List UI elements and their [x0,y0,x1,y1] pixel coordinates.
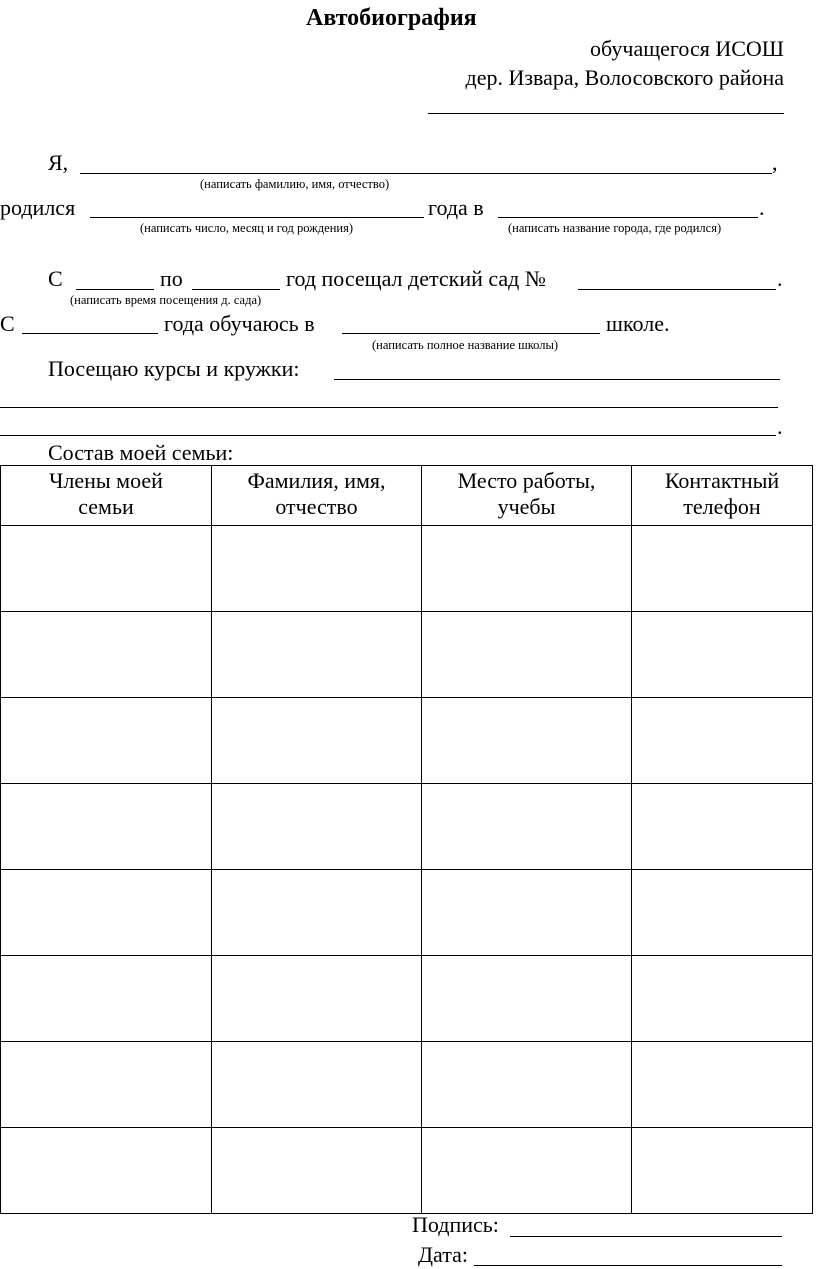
header-phone [632,466,813,526]
signature-field[interactable] [510,1236,782,1237]
table-cell[interactable] [212,612,422,698]
school-name-field[interactable] [342,333,600,334]
header-workplace-label: Место работы, учебы [457,468,596,519]
study-from-field[interactable] [22,333,158,334]
label-s: С [48,266,63,291]
courses-field-2[interactable] [0,407,778,408]
table-cell[interactable] [212,956,422,1042]
courses-period: . [777,414,783,439]
table-cell[interactable] [632,698,813,784]
kindergarten-number-field[interactable] [578,289,776,290]
table-cell[interactable] [212,526,422,612]
table-cell[interactable] [1,698,212,784]
table-cell[interactable] [422,956,632,1042]
table-row [1,956,813,1042]
table-row [1,698,813,784]
table-cell[interactable] [632,784,813,870]
header-members [1,466,212,526]
birthdate-field[interactable] [90,217,424,218]
table-row [1,870,813,956]
date-field[interactable] [474,1265,782,1266]
table-cell[interactable] [422,1128,632,1214]
label-family: Состав моей семьи: [48,440,234,465]
hint-school: (написать полное название школы) [372,338,559,352]
hint-city: (написать название города, где родился) [508,221,722,235]
table-cell[interactable] [632,526,813,612]
header-phone-label: Контактный телефон [664,468,780,519]
label-date: Дата: [418,1242,468,1267]
table-row [1,784,813,870]
courses-field-3[interactable] [0,435,776,436]
table-cell[interactable] [1,870,212,956]
page-title: Автобиография [306,5,477,31]
table-cell[interactable] [212,870,422,956]
table-cell[interactable] [1,784,212,870]
table-cell[interactable] [212,1128,422,1214]
header-members-label: Члены моей семьи [49,468,163,519]
header-workplace [422,466,632,526]
name-comma: , [772,150,778,175]
label-s2: С [0,311,15,336]
label-ya: Я, [48,150,69,175]
table-row [1,1042,813,1128]
table-cell[interactable] [422,612,632,698]
courses-field-1[interactable] [334,379,780,380]
table-cell[interactable] [632,870,813,956]
hint-birthdate: (написать число, месяц и год рождения) [140,221,354,235]
header-fullname [212,466,422,526]
header-village-line: дер. Извара, Волосовского района [465,65,784,90]
label-year-in: года в [428,195,484,220]
table-header-row [1,466,813,526]
table-cell[interactable] [1,612,212,698]
table-cell[interactable] [1,526,212,612]
label-signature: Подпись: [412,1212,499,1237]
table-cell[interactable] [212,1042,422,1128]
table-cell[interactable] [632,956,813,1042]
table-cell[interactable] [632,1042,813,1128]
hint-kindergarten: (написать время посещения д. сада) [70,293,262,307]
label-kindergarten: год посещал детский сад № [286,266,546,291]
header-blank-line[interactable] [428,113,784,114]
table-cell[interactable] [1,1042,212,1128]
table-cell[interactable] [1,1128,212,1214]
label-courses: Посещаю курсы и кружки: [48,356,300,381]
table-cell[interactable] [422,870,632,956]
birth-period: . [759,195,765,220]
kindergarten-period: . [777,266,783,291]
table-cell[interactable] [632,1128,813,1214]
kindergarten-from-field[interactable] [76,289,154,290]
table-row [1,1128,813,1214]
label-po: по [160,266,183,291]
table-row [1,526,813,612]
family-table [0,465,813,1214]
table-cell[interactable] [212,698,422,784]
kindergarten-to-field[interactable] [192,289,280,290]
table-cell[interactable] [422,698,632,784]
table-cell[interactable] [632,612,813,698]
hint-name: (написать фамилию, имя, отчество) [200,177,390,191]
table-cell[interactable] [1,956,212,1042]
header-fullname-label: Фамилия, имя, отчество [247,468,386,519]
table-cell[interactable] [422,784,632,870]
birth-city-field[interactable] [498,217,758,218]
label-study: года обучаюсь в [164,311,315,336]
header-student-line: обучащегося ИСОШ [590,36,784,61]
table-cell[interactable] [422,1042,632,1128]
table-row [1,612,813,698]
label-born: родился [0,195,76,220]
label-school: школе. [606,311,670,336]
name-field[interactable] [80,173,772,174]
table-cell[interactable] [212,784,422,870]
table-cell[interactable] [422,526,632,612]
